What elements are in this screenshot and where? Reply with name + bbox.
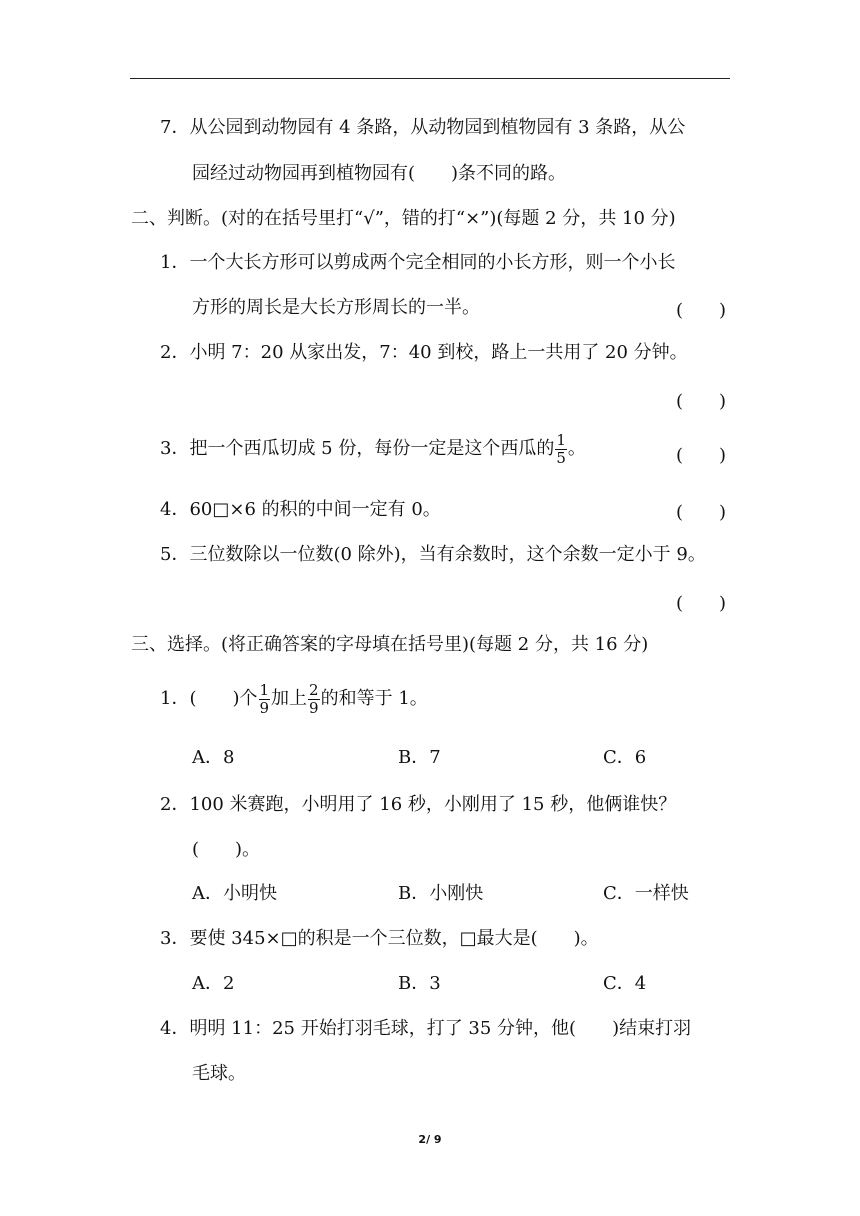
choice-q3-option-b: B．3	[398, 973, 441, 994]
judge-item-2-line1: 2．小明 7：20 从家出发，7：40 到校，路上一共用了 20 分钟。	[160, 342, 688, 363]
judge-item-3-answer-box[interactable]: ( )	[676, 445, 727, 466]
judge-item-1-answer-box[interactable]: ( )	[676, 300, 727, 321]
judge-item-3-text: 3．把一个西瓜切成 5 份，每份一定是这个西瓜的	[160, 438, 555, 459]
fraction-numerator: 1	[556, 430, 566, 449]
judge-item-2-answer-box[interactable]: ( )	[676, 391, 727, 412]
fraction-one-fifth	[555, 432, 567, 467]
judge-heading: 二、判断。(对的在括号里打“√”，错的打“×”)(每题 2 分，共 10 分)	[131, 208, 676, 229]
judge-item-5-line1: 5．三位数除以一位数(0 除外)，当有余数时，这个余数一定小于 9。	[160, 544, 706, 565]
choice-q1-suffix: 的和等于 1。	[320, 688, 428, 709]
judge-item-5-answer-box[interactable]: ( )	[676, 593, 727, 614]
choice-q1-option-b: B．7	[398, 747, 441, 768]
choice-q2-option-b: B．小刚快	[398, 883, 484, 904]
choice-q1-line	[160, 679, 428, 719]
choice-q1-mid: 加上	[271, 688, 308, 709]
choice-q2-option-a: A．小明快	[192, 883, 277, 904]
choice-q3-line1: 3．要使 345×□的积是一个三位数，□最大是( )。	[160, 928, 599, 949]
choice-q3-option-c: C．4	[603, 973, 647, 994]
header-rule	[130, 78, 730, 79]
fraction-denominator: 5	[556, 448, 566, 467]
judge-item-4-answer-box[interactable]: ( )	[676, 502, 727, 523]
choice-q4-line2: 毛球。	[192, 1063, 246, 1084]
q7-line2: 园经过动物园再到植物园有( )条不同的路。	[192, 163, 567, 184]
choice-q2-line2: ( )。	[192, 839, 261, 860]
q7-line1: 7．从公园到动物园有 4 条路，从动物园到植物园有 3 条路，从公	[160, 117, 686, 138]
choice-q4-line1: 4．明明 11：25 开始打羽毛球，打了 35 分钟，他( )结束打羽	[160, 1018, 692, 1039]
fraction-two-ninths	[308, 682, 320, 717]
choice-q1-prefix: 1．( )个	[160, 688, 258, 709]
choice-heading: 三、选择。(将正确答案的字母填在括号里)(每题 2 分，共 16 分)	[131, 634, 649, 655]
choice-q1-option-a: A．8	[192, 747, 235, 768]
judge-item-1-line1: 1．一个大长方形可以剪成两个完全相同的小长方形，则一个小长	[160, 252, 676, 273]
judge-item-1-line2: 方形的周长是大长方形周长的一半。	[192, 297, 480, 318]
choice-q3-option-a: A．2	[192, 973, 235, 994]
fraction-numerator: 1	[259, 680, 270, 699]
choice-q1-option-c: C．6	[603, 747, 647, 768]
choice-q2-option-c: C．一样快	[603, 883, 689, 904]
fraction-one-ninth	[259, 682, 271, 717]
fraction-denominator: 9	[309, 698, 319, 717]
judge-item-4-line1: 4．60□×6 的积的中间一定有 0。	[160, 499, 441, 520]
fraction-denominator: 9	[259, 698, 270, 717]
judge-item-3-end: 。	[567, 438, 586, 459]
judge-item-3-line	[160, 430, 586, 468]
fraction-numerator: 2	[309, 680, 319, 699]
choice-q2-line1: 2．100 米赛跑，小明用了 16 秒，小刚用了 15 秒，他俩谁快？	[160, 794, 677, 815]
page-number: 2/ 9	[418, 1133, 442, 1146]
